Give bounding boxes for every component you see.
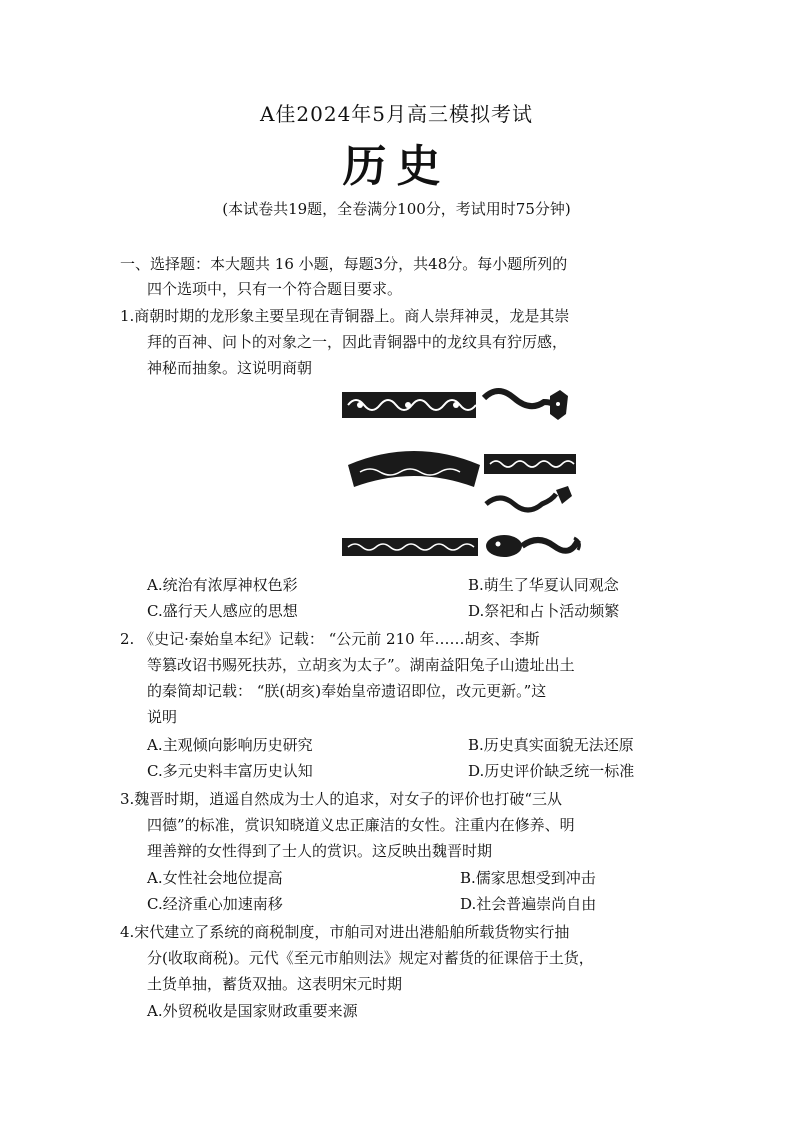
q2-line-3: 的秦简却记载： “朕(胡亥)奉始皇帝遗诏即位，改元更新。”这 xyxy=(147,682,547,700)
q2-option-c: C.多元史料丰富历史认知 xyxy=(147,762,313,780)
q2-line-4: 说明 xyxy=(147,708,178,726)
exam-note: (本试卷共19题，全卷满分100分，考试用时75分钟) xyxy=(222,200,571,218)
q3-option-c: C.经济重心加速南移 xyxy=(147,895,283,913)
q3-line-3: 理善辩的女性得到了士人的赏识。这反映出魏晋时期 xyxy=(147,842,493,860)
q4-line-1: 4.宋代建立了系统的商税制度，市舶司对进出港船舶所载货物实行抽 xyxy=(120,923,570,941)
q2-option-a: A.主观倾向影响历史研究 xyxy=(147,736,313,754)
q1-option-b: B.萌生了华夏认同观念 xyxy=(468,576,619,594)
q1-option-a: A.统治有浓厚神权色彩 xyxy=(147,576,298,594)
q1-line-3: 神秘而抽象。这说明商朝 xyxy=(147,359,313,377)
subject-title: 历史 xyxy=(342,141,451,192)
q4-line-3: 土货单抽，蓄货双抽。这表明宋元时期 xyxy=(147,975,403,993)
q3-line-1: 3.魏晋时期，逍遥自然成为士人的追求，对女子的评价也打破“三从 xyxy=(120,790,562,808)
q1-option-d: D.祭祀和占卜活动频繁 xyxy=(468,602,620,620)
dragon-band-bottom xyxy=(342,538,478,556)
q4-option-a: A.外贸税收是国家财政重要来源 xyxy=(147,1002,358,1020)
dragon-figure-bottom-right xyxy=(486,535,579,557)
q3-option-a: A.女性社会地位提高 xyxy=(147,869,283,887)
q2-line-1: 2. 《史记·秦始皇本纪》记载： “公元前 210 年……胡亥、李斯 xyxy=(120,630,540,648)
q1-option-c: C.盛行天人感应的思想 xyxy=(147,602,298,620)
bronze-dragon-patterns-image xyxy=(338,380,588,565)
dragon-band-middle-right xyxy=(484,454,576,474)
dragon-figure-top-right xyxy=(484,390,568,420)
dragon-band-top xyxy=(342,392,476,418)
q1-line-2: 拜的百神、问卜的对象之一，因此青铜器中的龙纹具有狞厉感， xyxy=(147,333,568,351)
exam-title: A佳2024年5月高三模拟考试 xyxy=(259,102,534,126)
q2-option-d: D.历史评价缺乏统一标准 xyxy=(468,762,635,780)
q3-line-2: 四德”的标准，赏识知晓道义忠正廉洁的女性。注重内在修养、明 xyxy=(147,816,575,834)
q2-line-2: 等篡改诏书赐死扶苏，立胡亥为太子”。湖南益阳兔子山遗址出土 xyxy=(147,656,575,674)
q1-line-1: 1.商朝时期的龙形象主要呈现在青铜器上。商人崇拜神灵，龙是其崇 xyxy=(120,307,570,325)
q3-option-b: B.儒家思想受到冲击 xyxy=(460,869,596,887)
q4-line-2: 分(收取商税)。元代《至元市舶则法》规定对蓄货的征课倍于土货， xyxy=(147,949,594,967)
q3-option-d: D.社会普遍崇尚自由 xyxy=(460,895,597,913)
dragon-arc-band xyxy=(348,451,480,487)
q2-option-b: B.历史真实面貌无法还原 xyxy=(468,736,634,754)
section-heading-line-2: 四个选项中，只有一个符合题目要求。 xyxy=(147,280,403,298)
dragon-figure-small xyxy=(486,486,572,510)
section-heading-line-1: 一、选择题：本大题共 16 小题，每题3分，共48分。每小题所列的 xyxy=(120,255,568,273)
